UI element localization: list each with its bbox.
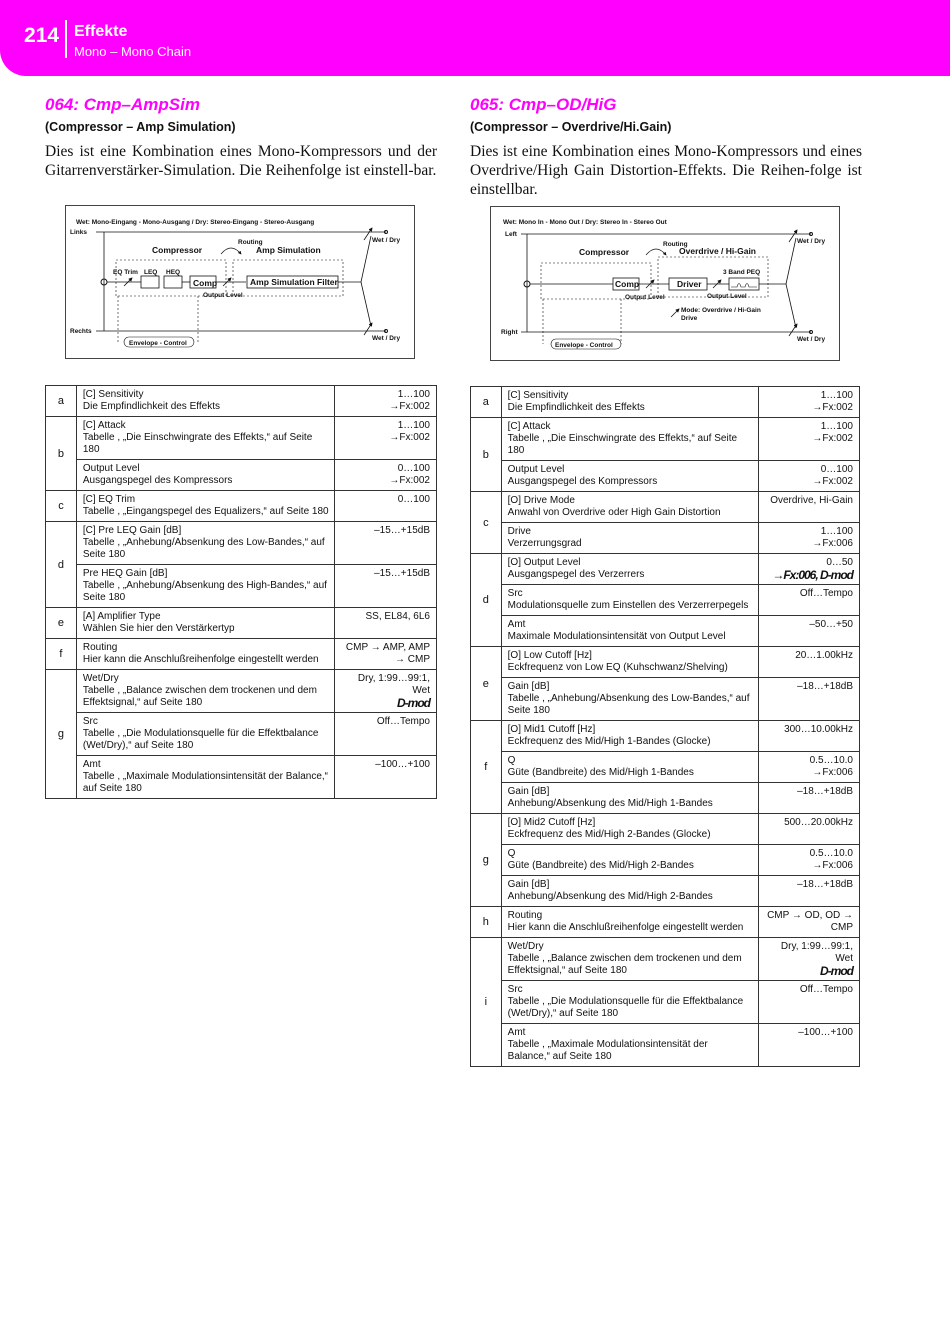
modulation-info: →Fx:002 — [389, 475, 430, 486]
table-row — [471, 616, 860, 647]
value-cell — [758, 981, 859, 1024]
parameter-range: 1…100 — [820, 421, 853, 432]
input-right-label: Rechts — [70, 328, 92, 335]
parameter-cell — [501, 1024, 758, 1067]
parameter-cell — [76, 670, 334, 713]
parameter-range: Off…Tempo — [376, 716, 430, 727]
modulation-info: →Fx:002 — [389, 432, 430, 443]
value-cell — [335, 460, 437, 491]
parameter-range: Dry, 1:99…99:1, Wet — [357, 673, 430, 696]
parameter-cell — [501, 387, 758, 418]
parameter-range: –18…+18dB — [797, 681, 853, 692]
effect-064-parameter-table — [45, 385, 437, 799]
table-row — [46, 460, 437, 491]
output-level-label-2: Output Level — [707, 293, 747, 300]
parameter-description: Tabelle , „Balance zwischen dem trockenen und dem Effektsignal,“ auf Seite 180 — [507, 953, 742, 976]
parameter-name: Wet/Dry — [507, 941, 544, 952]
parameter-description: Güte (Bandbreite) des Mid/High 2-Bandes — [507, 860, 694, 871]
table-row — [471, 1024, 860, 1067]
parameter-cell — [501, 845, 758, 876]
parameter-description: Tabelle , „Anhebung/Absenkung des Low-Bandes,“ auf Seite 180 — [82, 537, 325, 560]
modulation-info: →Fx:002 — [812, 433, 853, 444]
parameter-range: 1…100 — [820, 526, 853, 537]
parameter-cell — [76, 491, 334, 522]
modulation-info: →Fx:002 — [389, 401, 430, 412]
parameter-name: [A] Amplifier Type — [82, 611, 161, 622]
table-row — [46, 386, 437, 417]
table-row — [471, 845, 860, 876]
value-cell — [758, 616, 859, 647]
parameter-name: Amt — [507, 1027, 526, 1038]
table-row — [471, 678, 860, 721]
parameter-name: [C] Pre LEQ Gain [dB] — [82, 525, 182, 536]
effect-065-section — [470, 95, 862, 199]
header-divider — [65, 20, 67, 58]
diagram-top-note: Wet: Mono In - Mono Out / Dry: Stereo In - Stereo Out — [503, 219, 667, 226]
parameter-description: Ausgangspegel des Verzerrers — [507, 569, 645, 580]
parameter-description: Güte (Bandbreite) des Mid/High 1-Bandes — [507, 767, 694, 778]
parameter-range: –18…+18dB — [797, 879, 853, 890]
value-cell — [335, 522, 437, 565]
group-letter: h — [471, 907, 502, 938]
overdrive-label: Overdrive / Hi-Gain — [679, 246, 756, 256]
table-row — [46, 670, 437, 713]
parameter-description: Tabelle , „Die Modulationsquelle für die Effektbalance (Wet/Dry),“ auf Seite 180 — [82, 728, 319, 751]
parameter-cell — [76, 522, 334, 565]
parameter-name: Q — [507, 755, 516, 766]
compressor-label: Compressor — [579, 247, 630, 257]
peq-label: 3 Band PEQ — [723, 269, 761, 276]
table-row — [471, 554, 860, 585]
parameter-range: 1…100 — [820, 390, 853, 401]
value-cell — [758, 554, 859, 585]
parameter-cell — [76, 756, 334, 799]
parameter-cell — [501, 752, 758, 783]
group-letter: i — [471, 938, 502, 1067]
effect-065-block-diagram — [490, 206, 840, 361]
value-cell — [335, 386, 437, 417]
parameter-range: 0.5…10.0 — [809, 848, 853, 859]
parameter-name: Pre HEQ Gain [dB] — [82, 568, 168, 579]
parameter-name: Src — [82, 716, 98, 727]
value-cell — [335, 491, 437, 522]
parameter-description: Hier kann die Anschlußreihenfolge eingestellt werden — [507, 922, 744, 933]
section-title: Effekte — [74, 23, 128, 40]
value-cell — [758, 647, 859, 678]
parameter-name: Src — [507, 588, 523, 599]
parameter-cell — [501, 461, 758, 492]
parameter-description: Tabelle , „Maximale Modulationsintensität der Balance,“ auf Seite 180 — [507, 1039, 708, 1062]
parameter-cell — [501, 523, 758, 554]
group-letter: f — [471, 721, 502, 814]
parameter-name: [O] Mid1 Cutoff [Hz] — [507, 724, 596, 735]
comp-block: Comp — [615, 279, 640, 289]
parameter-cell — [501, 554, 758, 585]
table-row — [471, 752, 860, 783]
input-left-label: Left — [505, 231, 517, 238]
group-letter: b — [471, 418, 502, 492]
modulation-info: →Fx:002 — [812, 476, 853, 487]
value-cell — [335, 756, 437, 799]
parameter-description: Tabelle , „Die Modulationsquelle für die Effektbalance (Wet/Dry),“ auf Seite 180 — [507, 996, 744, 1019]
parameter-description: Anhebung/Absenkung des Mid/High 2-Bandes — [507, 891, 713, 902]
amp-filter-block: Amp Simulation Filter — [250, 277, 338, 287]
parameter-range: –100…+100 — [798, 1027, 853, 1038]
parameter-cell — [501, 721, 758, 752]
parameter-range: 1…100 — [397, 420, 430, 431]
wet-dry-label-top: Wet / Dry — [372, 237, 401, 244]
parameter-name: [C] Attack — [82, 420, 126, 431]
parameter-cell — [501, 585, 758, 616]
parameter-name: [C] Attack — [507, 421, 551, 432]
effect-subtitle: (Compressor – Amp Simulation) — [45, 120, 236, 134]
parameter-name: [C] Sensitivity — [82, 389, 144, 400]
value-cell — [758, 585, 859, 616]
group-letter: a — [46, 386, 77, 417]
parameter-name: Gain [dB] — [507, 681, 550, 692]
parameter-range: Off…Tempo — [799, 588, 853, 599]
eq-trim-label: EQ Trim — [113, 269, 138, 276]
parameter-range: 1…100 — [397, 389, 430, 400]
group-letter: a — [471, 387, 502, 418]
output-level-label: Output Level — [203, 292, 243, 299]
table-row — [471, 523, 860, 554]
value-cell — [758, 461, 859, 492]
modulation-info: →Fx:006 — [812, 860, 853, 871]
diagram-top-note: Wet: Mono-Eingang - Mono-Ausgang / Dry: Stereo-Eingang - Stereo-Ausgang — [76, 219, 315, 226]
parameter-description: Tabelle , „Maximale Modulationsintensität der Balance,“ auf Seite 180 — [82, 771, 328, 794]
parameter-description: Ausgangspegel des Kompressors — [507, 476, 658, 487]
parameter-range: CMP → AMP, AMP → CMP — [345, 642, 430, 665]
parameter-cell — [501, 647, 758, 678]
parameter-description: Ausgangspegel des Kompressors — [82, 475, 233, 486]
group-letter: f — [46, 639, 77, 670]
parameter-name: Routing — [82, 642, 118, 653]
page-header — [0, 0, 950, 76]
parameter-range: –50…+50 — [809, 619, 853, 630]
modulation-info: →Fx:002 — [812, 402, 853, 413]
parameter-description: Verzerrungsgrad — [507, 538, 582, 549]
parameter-range: 0.5…10.0 — [809, 755, 853, 766]
parameter-range: –15…+15dB — [374, 568, 430, 579]
effect-title: 065: Cmp–OD/HiG — [470, 95, 617, 114]
parameter-name: Gain [dB] — [507, 879, 550, 890]
parameter-range: 500…20.00kHz — [784, 817, 853, 828]
input-right-label: Right — [501, 329, 518, 336]
table-row — [471, 418, 860, 461]
parameter-name: Q — [507, 848, 516, 859]
parameter-description: Tabelle , „Anhebung/Absenkung des Low-Bandes,“ auf Seite 180 — [507, 693, 750, 716]
parameter-description: Eckfrequenz des Mid/High 1-Bandes (Glocke) — [507, 736, 711, 747]
parameter-description: Eckfrequenz von Low EQ (Kuhschwanz/Shelving) — [507, 662, 728, 673]
value-cell — [758, 876, 859, 907]
parameter-name: Amt — [507, 619, 526, 630]
group-letter: c — [46, 491, 77, 522]
parameter-cell — [501, 492, 758, 523]
routing-label: Routing — [238, 239, 263, 246]
table-row — [46, 756, 437, 799]
table-row — [471, 981, 860, 1024]
table-row — [46, 639, 437, 670]
table-row — [471, 907, 860, 938]
value-cell — [758, 938, 859, 981]
table-row — [46, 713, 437, 756]
effect-065-parameter-table — [470, 386, 860, 1067]
parameter-description: Anwahl von Overdrive oder High Gain Distortion — [507, 507, 721, 518]
envelope-label: Envelope - Control — [129, 340, 187, 347]
wet-dry-label-bottom: Wet / Dry — [797, 336, 826, 343]
envelope-label: Envelope - Control — [555, 342, 613, 349]
value-cell — [335, 565, 437, 608]
parameter-cell — [501, 907, 758, 938]
output-level-label: Output Level — [625, 294, 665, 301]
parameter-description: Maximale Modulationsintensität von Output Level — [507, 631, 726, 642]
parameter-description: Hier kann die Anschlußreihenfolge eingestellt werden — [82, 654, 319, 665]
table-row — [471, 647, 860, 678]
table-row — [46, 417, 437, 460]
parameter-cell — [501, 938, 758, 981]
parameter-name: [O] Output Level — [507, 557, 581, 568]
parameter-description: Eckfrequenz des Mid/High 2-Bandes (Glocke) — [507, 829, 711, 840]
comp-block: Comp — [193, 278, 218, 288]
value-cell — [758, 845, 859, 876]
parameter-range: Off…Tempo — [799, 984, 853, 995]
compressor-label: Compressor — [152, 245, 203, 255]
parameter-range: Dry, 1:99…99:1, Wet — [780, 941, 853, 964]
parameter-name: Amt — [82, 759, 101, 770]
group-letter: e — [46, 608, 77, 639]
value-cell — [758, 814, 859, 845]
parameter-cell — [501, 678, 758, 721]
parameter-cell — [501, 783, 758, 814]
parameter-range: –15…+15dB — [374, 525, 430, 536]
effect-description: Dies ist eine Kombination eines Mono-Kompressors und eines Overdrive/High Gain Distortion-Effekts. Die Reihen-folge ist einstellbar. — [470, 143, 862, 198]
parameter-cell — [501, 876, 758, 907]
parameter-name: Output Level — [82, 463, 140, 474]
parameter-name: Output Level — [507, 464, 565, 475]
effect-title: 064: Cmp–AmpSim — [45, 95, 200, 114]
parameter-range: 300…10.00kHz — [784, 724, 853, 735]
effect-064-section — [45, 95, 437, 180]
driver-block: Driver — [677, 279, 702, 289]
table-row — [471, 461, 860, 492]
table-row — [471, 876, 860, 907]
parameter-name: [O] Low Cutoff [Hz] — [507, 650, 592, 661]
value-cell — [758, 783, 859, 814]
parameter-cell — [501, 418, 758, 461]
modulation-info: D-mod — [820, 964, 853, 978]
value-cell — [335, 639, 437, 670]
table-row — [46, 608, 437, 639]
table-row — [46, 522, 437, 565]
parameter-name: Routing — [507, 910, 543, 921]
parameter-name: Wet/Dry — [82, 673, 119, 684]
input-left-label: Links — [70, 229, 87, 236]
parameter-range: Overdrive, Hi-Gain — [770, 495, 853, 506]
parameter-cell — [76, 417, 334, 460]
page-number: 214 — [24, 24, 60, 47]
routing-label: Routing — [663, 241, 688, 248]
wet-dry-label-bottom: Wet / Dry — [372, 335, 401, 342]
parameter-cell — [76, 608, 334, 639]
modulation-info: →Fx:006 — [812, 538, 853, 549]
value-cell — [758, 387, 859, 418]
parameter-description: Tabelle , „Anhebung/Absenkung des High-Bandes,“ auf Seite 180 — [82, 580, 327, 603]
parameter-cell — [501, 814, 758, 845]
leq-label: LEQ — [144, 269, 158, 276]
parameter-description: Anhebung/Absenkung des Mid/High 1-Bandes — [507, 798, 713, 809]
parameter-description: Tabelle , „Die Einschwingrate des Effekts,“ auf Seite 180 — [82, 432, 313, 455]
value-cell — [335, 713, 437, 756]
parameter-name: [O] Drive Mode — [507, 495, 575, 506]
parameter-range: 20…1.00kHz — [795, 650, 853, 661]
parameter-cell — [501, 616, 758, 647]
group-letter: e — [471, 647, 502, 721]
parameter-range: –100…+100 — [375, 759, 430, 770]
parameter-description: Modulationsquelle zum Einstellen des Verzerrerpegels — [507, 600, 749, 611]
group-letter: b — [46, 417, 77, 491]
parameter-name: Gain [dB] — [507, 786, 550, 797]
parameter-name: [C] Sensitivity — [507, 390, 569, 401]
table-row — [46, 565, 437, 608]
mode-label: Mode: Overdrive / Hi-Gain — [681, 307, 761, 314]
effect-description: Dies ist eine Kombination eines Mono-Kompressors und der Gitarrenverstärker-Simulation. Die Reihenfolge ist einstell-bar. — [45, 143, 437, 179]
modulation-info: →Fx:006 — [812, 767, 853, 778]
parameter-cell — [76, 639, 334, 670]
parameter-name: [O] Mid2 Cutoff [Hz] — [507, 817, 596, 828]
table-row — [471, 585, 860, 616]
parameter-range: –18…+18dB — [797, 786, 853, 797]
wet-dry-label-top: Wet / Dry — [797, 238, 826, 245]
value-cell — [758, 678, 859, 721]
drive-label: Drive — [681, 315, 698, 322]
group-letter: c — [471, 492, 502, 554]
parameter-range: 0…100 — [397, 463, 430, 474]
modulation-info: D-mod — [397, 696, 430, 710]
parameter-cell — [501, 981, 758, 1024]
value-cell — [335, 670, 437, 713]
table-row — [471, 783, 860, 814]
value-cell — [335, 417, 437, 460]
parameter-cell — [76, 713, 334, 756]
table-row — [471, 492, 860, 523]
parameter-range: CMP → OD, OD → CMP — [767, 910, 853, 933]
section-subtitle: Mono – Mono Chain — [74, 44, 192, 59]
value-cell — [758, 1024, 859, 1067]
parameter-name: Drive — [507, 526, 531, 537]
table-row — [471, 721, 860, 752]
parameter-description: Tabelle , „Balance zwischen dem trockenen und dem Effektsignal,“ auf Seite 180 — [82, 685, 317, 708]
amp-simulation-label: Amp Simulation — [256, 245, 321, 255]
table-row — [471, 814, 860, 845]
group-letter: g — [471, 814, 502, 907]
effect-subtitle: (Compressor – Overdrive/Hi.Gain) — [470, 120, 672, 134]
parameter-cell — [76, 386, 334, 417]
value-cell — [758, 418, 859, 461]
parameter-cell — [76, 460, 334, 491]
value-cell — [758, 752, 859, 783]
value-cell — [758, 523, 859, 554]
table-row — [46, 491, 437, 522]
parameter-description: Tabelle , „Eingangspegel des Equalizers,“ auf Seite 180 — [82, 506, 329, 517]
parameter-range: 0…50 — [826, 557, 853, 568]
parameter-name: [C] EQ Trim — [82, 494, 136, 505]
parameter-range: SS, EL84, 6L6 — [365, 611, 430, 622]
effect-064-block-diagram — [65, 205, 415, 359]
parameter-description: Die Empfindlichkeit des Effekts — [82, 401, 220, 412]
parameter-range: 0…100 — [397, 494, 430, 505]
parameter-description: Die Empfindlichkeit des Effekts — [507, 402, 645, 413]
table-row — [471, 938, 860, 981]
parameter-description: Tabelle , „Die Einschwingrate des Effekts,“ auf Seite 180 — [507, 433, 738, 456]
group-letter: d — [471, 554, 502, 647]
value-cell — [758, 721, 859, 752]
modulation-info: →Fx:006, D-mod — [772, 568, 853, 582]
table-row — [471, 387, 860, 418]
value-cell — [758, 907, 859, 938]
parameter-description: Wählen Sie hier den Verstärkertyp — [82, 623, 235, 634]
parameter-name: Src — [507, 984, 523, 995]
heq-label: HEQ — [166, 269, 181, 276]
group-letter: d — [46, 522, 77, 608]
value-cell — [335, 608, 437, 639]
parameter-range: 0…100 — [820, 464, 853, 475]
value-cell — [758, 492, 859, 523]
parameter-cell — [76, 565, 334, 608]
group-letter: g — [46, 670, 77, 799]
